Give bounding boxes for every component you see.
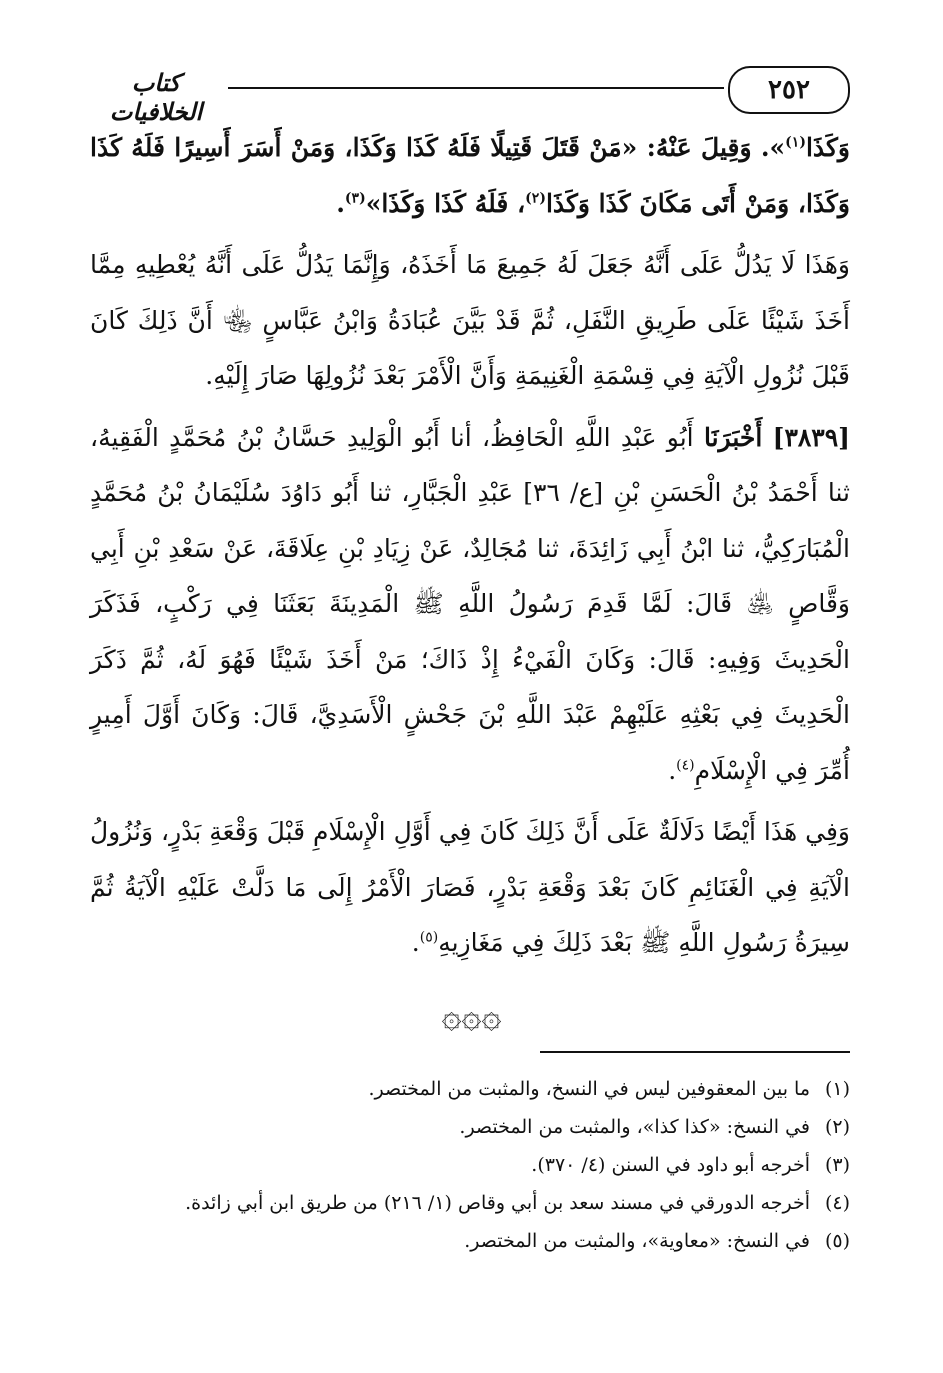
footnote-3 xyxy=(90,1146,850,1184)
page-number-badge: ٢٥٢ xyxy=(728,66,850,114)
text-segment: وَفِي هَذَا أَيْضًا دَلَالَةٌ عَلَى أَنَّ ذَلِكَ كَانَ فِي أَوَّلِ الْإِسْلَامِ قَبْلَ وَقْعَةِ بَدْرٍ، وَنُزُولُ الْآيَةِ فِي الْغَنَائِمِ كَانَ بَعْدَ وَقْعَةِ بَدْرٍ، فَصَارَ الْأَمْرُ إِلَى مَا دَلَّتْ عَلَيْهِ الْآيَةُ ثُمَّ سِيرَةُ رَسُولِ اللَّهِ ﷺ بَعْدَ ذَلِكَ فِي مَغَازِيهِ xyxy=(90,817,850,957)
text-segment: ». وَقِيلَ عَنْهُ: «مَنْ قَتَلَ قَتِيلًا فَلَهُ كَذَا وَكَذَا، وَمَنْ أَسَرَ أَسِيرًا فَلَهُ كَذَا xyxy=(90,133,786,162)
header-rule xyxy=(228,87,724,89)
text-segment: وَكَذَا، وَمَنْ أَتَى مَكَانَ كَذَا وَكَذَا xyxy=(545,188,850,218)
footnote-rule xyxy=(540,1051,850,1053)
text-segment: أَبُو عَبْدِ اللَّهِ الْحَافِظُ، أنا أَبُو الْوَلِيدِ حَسَّانُ بْنُ مُحَمَّدٍ الْفَقِيهُ، ثنا أَحْمَدُ بْنُ الْحَسَنِ بْنِ xyxy=(90,422,851,507)
main-text xyxy=(90,120,850,971)
footnote-5 xyxy=(90,1222,850,1260)
hadith-number: [٣٨٣٩] xyxy=(772,422,850,452)
footnote-text: في النسخ: «كذا كذا»، والمثبت من المختصر. xyxy=(459,1116,810,1138)
footnote-ref-2: (٢) xyxy=(525,190,546,207)
text-segment: . xyxy=(336,188,345,218)
ornament-divider: ۞۞۞ xyxy=(441,996,502,1036)
footnote-number: (١) xyxy=(824,1078,850,1100)
text-segment: عَبْدِ الْجَبَّارِ، ثنا أَبُو دَاوُدَ سُلَيْمَانُ بْنُ مُحَمَّدٍ الْمُبَارَكِيُّ، ثنا ابْنُ أَبِي زَائِدَةَ، ثنا مُجَالِدٌ، عَنْ زِيَادِ بْنِ عِلَاقَةَ، عَنْ سَعْدِ بْنِ أَبِي وَقَّاصٍ ﵁ قَالَ: لَمَّا قَدِمَ رَسُولُ اللَّهِ ﷺ الْمَدِينَةَ بَعَثَنَا فِي رَكْبٍ، فَذَكَرَ الْحَدِيثَ وَفِيهِ: قَالَ: وَكَانَ الْفَيْءُ إِذْ ذَاكَ؛ مَنْ أَخَذَ شَيْئًا فَهُوَ لَهُ، ثُمَّ ذَكَرَ الْحَدِيثَ فِي بَعْثِهِ عَلَيْهِمْ عَبْدَ اللَّهِ بْنَ جَحْشٍ الْأَسَدِيَّ، قَالَ: وَكَانَ أَوَّلَ أَمِيرٍ أُمِّرَ فِي الْإِسْلَامِ xyxy=(90,478,850,785)
footnote-text: أخرجه أبو داود في السنن (٤/ ٣٧٠). xyxy=(531,1154,810,1176)
paragraph-1 xyxy=(90,120,850,231)
akhbarana-keyword: أَخْبَرَنَا xyxy=(703,422,763,452)
paragraph-2: وَهَذَا لَا يَدُلُّ عَلَى أَنَّهُ جَعَلَ لَهُ جَمِيعَ مَا أَخَذَهُ، وَإِنَّمَا يَدُلُّ عَلَى أَنَّهُ يُعْطِيهِ مِمَّا أَخَذَ شَيْئًا عَلَى طَرِيقِ النَّفَلِ، ثُمَّ قَدْ بَيَّنَ عُبَادَةُ وَابْنُ عَبَّاسٍ ﵄ أَنَّ ذَلِكَ كَانَ قَبْلَ نُزُولِ الْآيَةِ فِي قِسْمَةِ الْغَنِيمَةِ وَأَنَّ الْأَمْرَ بَعْدَ نُزُولِهَا صَارَ إِلَيْهِ. xyxy=(90,250,850,390)
footnote-1 xyxy=(90,1070,850,1108)
text-segment: ، فَلَهُ كَذَا وَكَذَا» xyxy=(365,188,526,218)
footnote-4 xyxy=(90,1184,850,1222)
text-segment: . xyxy=(668,755,677,785)
paragraph-4 xyxy=(90,804,850,971)
footnote-text: في النسخ: «معاوية»، والمثبت من المختصر. xyxy=(464,1230,810,1252)
footnote-ref-1: (١) xyxy=(785,134,806,151)
footnote-ref-4: (٤) xyxy=(676,757,695,774)
footnote-text: أخرجه الدورقي في مسند سعد بن أبي وقاص (١/ ٢١٦) من طريق ابن أبي زائدة. xyxy=(185,1192,810,1214)
footnote-number: (٥) xyxy=(824,1230,850,1252)
footnote-ref-5: (٥) xyxy=(419,929,439,946)
footnote-number: (٣) xyxy=(824,1154,850,1176)
page-header xyxy=(90,60,850,126)
footnote-ref-3: (٣) xyxy=(344,190,366,207)
paragraph-3 xyxy=(90,410,850,799)
running-title: كتاب الخلافيات xyxy=(109,68,203,126)
manuscript-marker: [ع/ ٣٦] xyxy=(523,478,604,507)
footnote-number: (٢) xyxy=(824,1116,850,1138)
text-segment: وَكَذَا xyxy=(805,133,850,162)
text-segment: . xyxy=(411,928,420,957)
footnote-text: ما بين المعقوفين ليس في النسخ، والمثبت من المختصر. xyxy=(368,1078,810,1100)
footnotes xyxy=(90,1070,850,1260)
footnote-number: (٤) xyxy=(824,1192,850,1214)
footnote-2 xyxy=(90,1108,850,1146)
